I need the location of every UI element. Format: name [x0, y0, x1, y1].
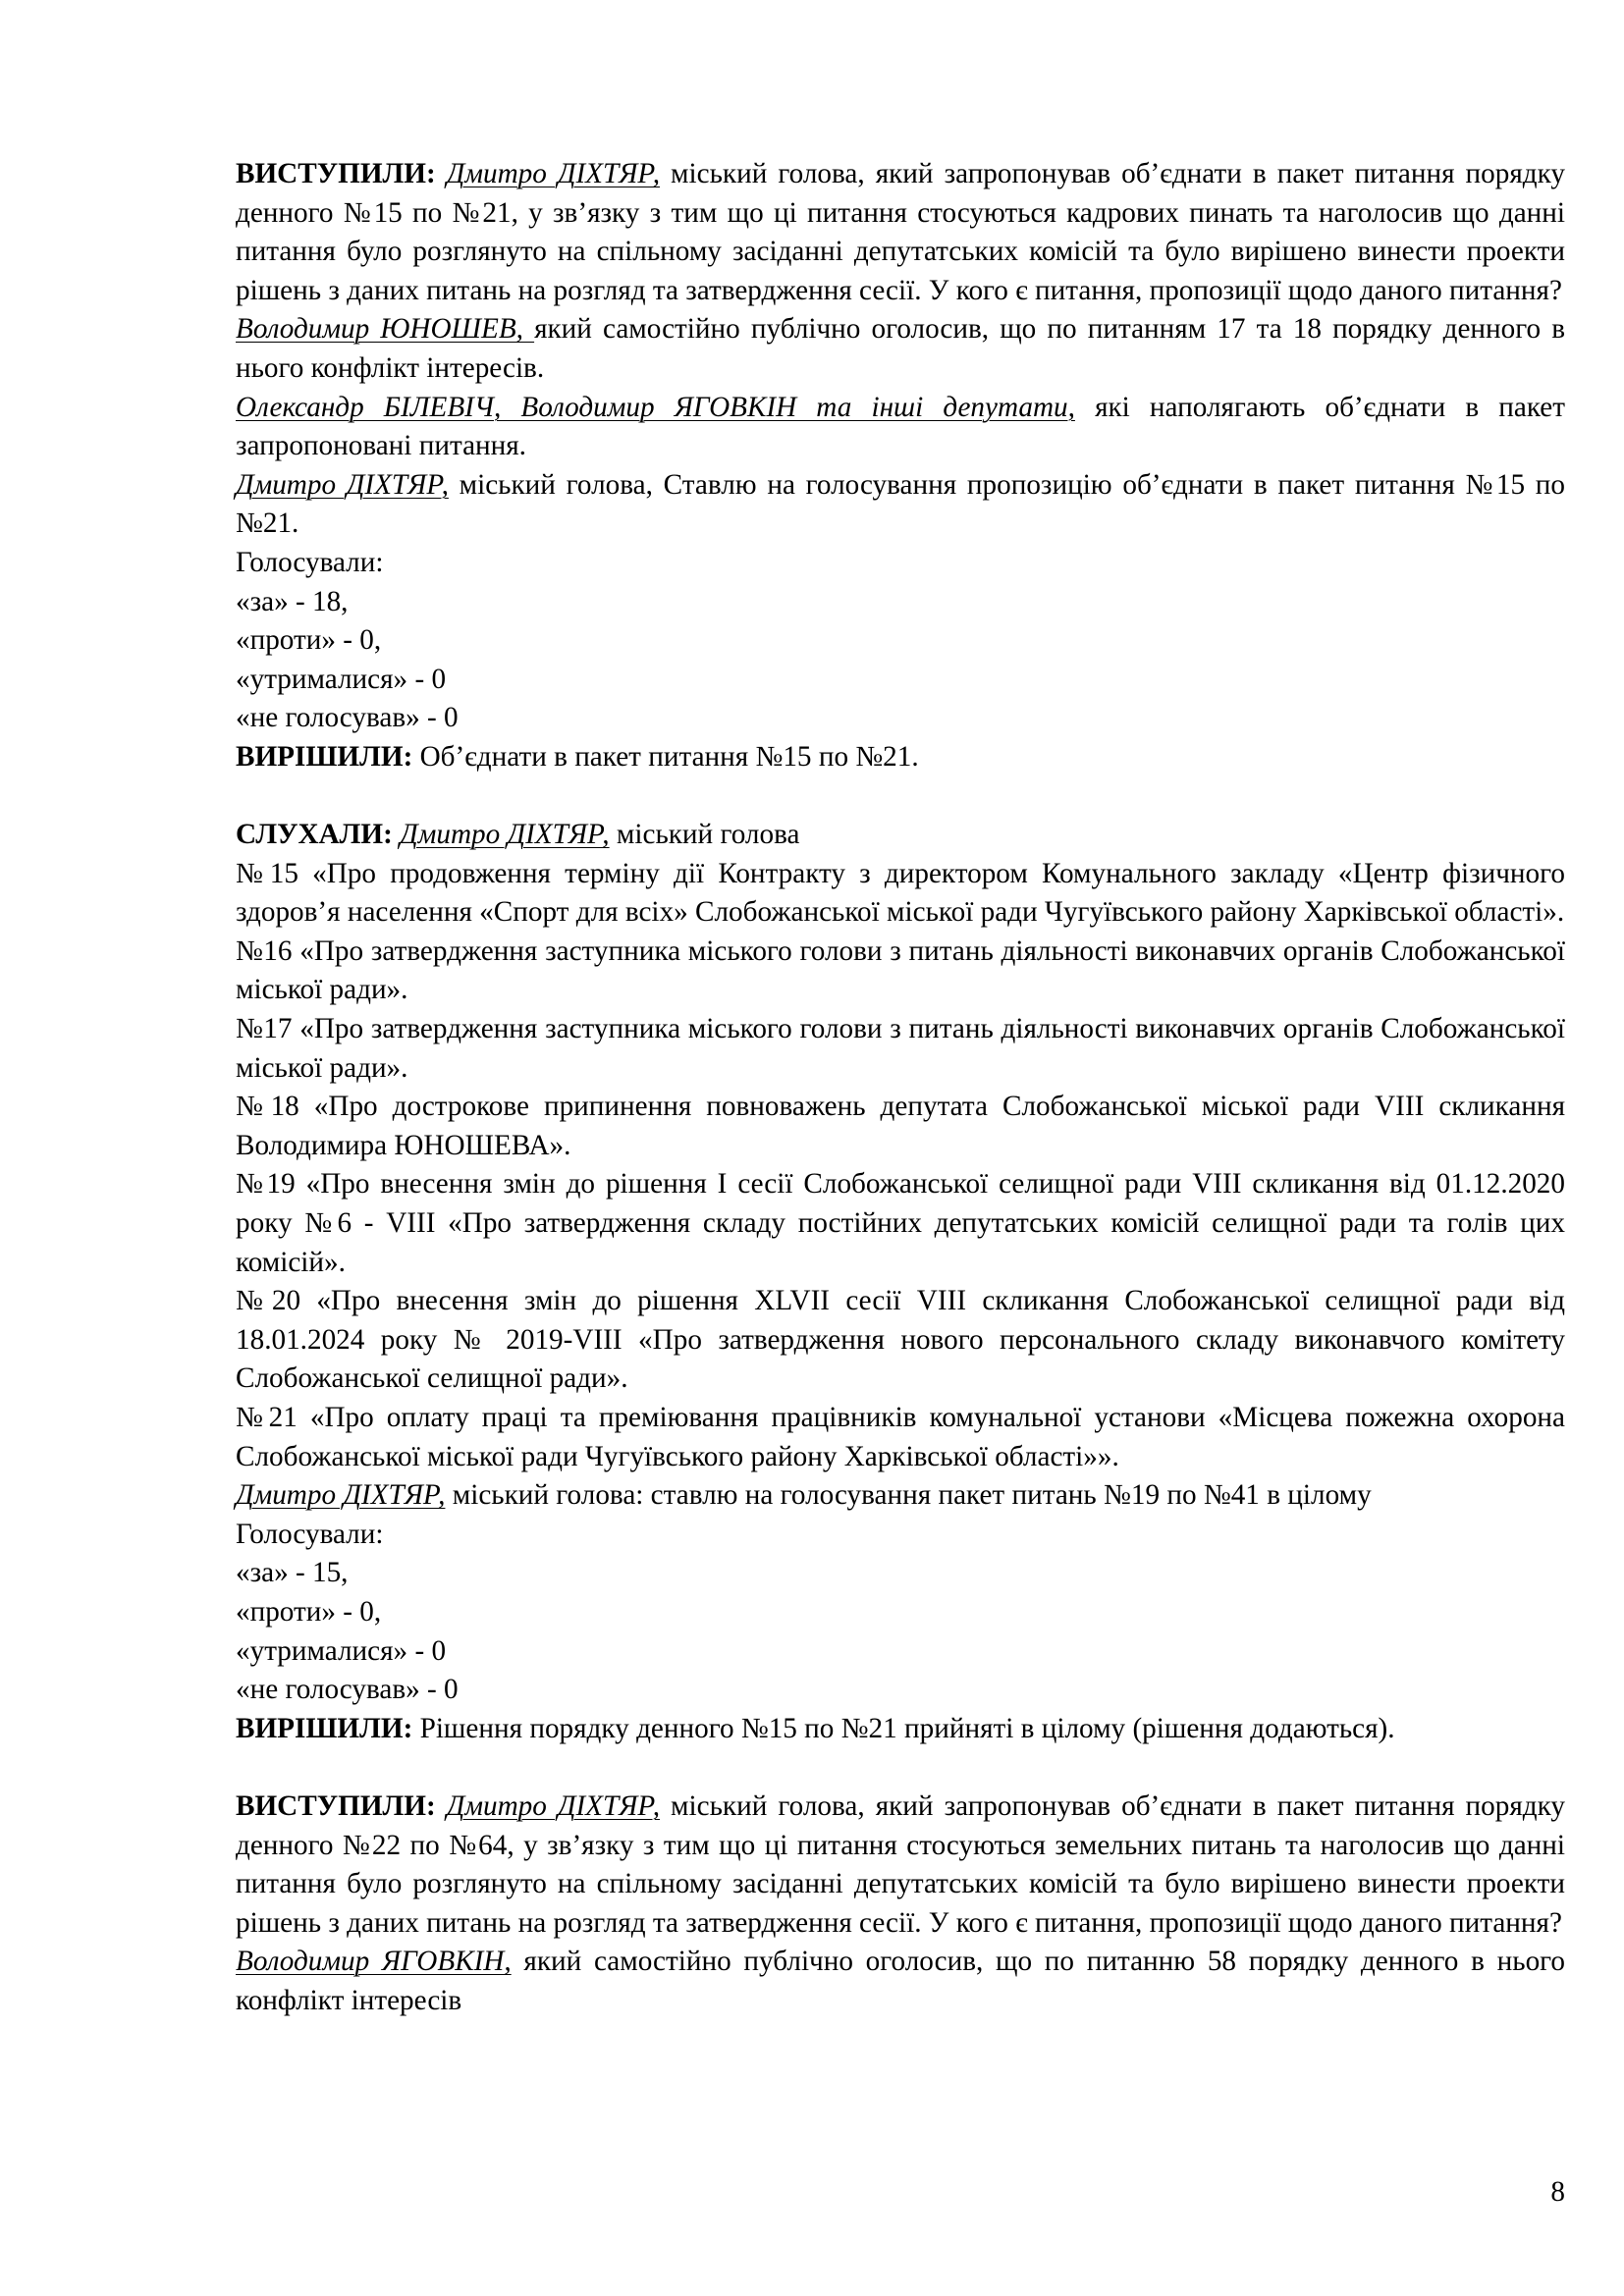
agenda-item: №17 «Про затвердження заступника міського голови з питань діяльності виконавчих органів Слобожанської міської ради». — [236, 1013, 1565, 1084]
paragraph-decision — [236, 738, 1565, 777]
speech-text: міський голова, який запропонував об’єднати в пакет питання порядку денного №22 по №64, у зв’язку з тим що ці питання стосуються земельних питань та наголосив що данні питання було розглянуто на спільному засіданні депутатських комісій та було вирішено винести проекти рішень з даних питань на розгляд та затвердження сесії. У кого є питання, пропозиції щодо даного питання? — [236, 1789, 1566, 1939]
speaker-name: Дмитро ДІХТЯР, — [446, 158, 660, 189]
label-vyrishyly: ВИРІШИЛИ: — [236, 740, 413, 773]
voting-header: Голосували: — [236, 1518, 384, 1550]
vote-against: «проти» - 0, — [236, 1595, 382, 1628]
agenda-item: №20 «Про внесення змін до рішення XLVII сесії VIII скликання Слобожанської селищної ради від 18.01.2024 року № 2019-VIII «Про затвердження нового персонального складу виконавчого комітету Слобожанської селищної ради». — [236, 1285, 1565, 1395]
vote-not-voted: «не голосував» - 0 — [236, 702, 459, 734]
decision-text: Об’єднати в пакет питання №15 по №21. — [412, 740, 919, 773]
decision-text: Рішення порядку денного №15 по №21 прийняті в цілому (рішення додаються). — [412, 1712, 1395, 1744]
vote-for: «за» - 15, — [236, 1557, 349, 1589]
paragraph-decision — [236, 1710, 1565, 1749]
label-vyrishyly: ВИРІШИЛИ: — [236, 1712, 413, 1744]
speaker-name: Володимир ЯГОВКІН, — [236, 1946, 512, 1978]
paragraph-conflict — [236, 1943, 1565, 2020]
agenda-item: №19 «Про внесення змін до рішення І сесії Слобожанської селищної ради VIII скликання від 01.12.2020 року №6 - VIII «Про затвердження складу постійних депутатських комісій селищної ради та голів цих комісій». — [236, 1168, 1565, 1278]
blank-line — [236, 1748, 1565, 1788]
speaker-name: Дмитро ДІХТЯР, — [400, 819, 610, 851]
paragraph-deputies — [236, 389, 1565, 466]
vote-for: «за» - 18, — [236, 585, 349, 617]
vote-against: «проти» - 0, — [236, 624, 382, 657]
paragraph-heard — [236, 816, 1565, 855]
agenda-item: №21 «Про оплату праці та преміювання працівників комунальної установи «Місцева пожежна охорона Слобожанської міської ради Чугуївського району Харківської області»». — [236, 1402, 1565, 1472]
label-slukhaly: СЛУХАЛИ: — [236, 819, 393, 851]
speech-text: які наполягають об’єднати в пакет запропоновані питання. — [236, 391, 1565, 462]
speech-text: який самостійно публічно оголосив, що по питанням 17 та 18 порядку денного в нього конфлікт інтересів. — [236, 313, 1565, 384]
speaker-name: Дмитро ДІХТЯР, — [236, 468, 449, 501]
speech-text: міський голова: ставлю на голосування пакет питань №19 по №41 в цілому — [445, 1479, 1372, 1512]
paragraph-vote-call — [236, 1476, 1565, 1516]
blank-line — [236, 777, 1565, 817]
paragraph-conflict — [236, 310, 1565, 388]
vote-not-voted: «не голосував» - 0 — [236, 1674, 459, 1706]
agenda-item: №15 «Про продовження терміну дії Контракту з директором Комунального закладу «Центр фізичного здоров’я населення «Спорт для всіх» Слобожанської міської ради Чугуївського району Харківської області». — [236, 857, 1565, 929]
speaker-name: Володимир ЮНОШЕВ, — [236, 313, 535, 346]
speaker-name: Дмитро ДІХТЯР, — [446, 1789, 660, 1822]
paragraph-speech — [236, 1788, 1565, 1943]
paragraph-speech — [236, 155, 1565, 310]
page-number: 8 — [1550, 2176, 1565, 2208]
label-vystupyly: ВИСТУПИЛИ: — [236, 1789, 436, 1822]
label-vystupyly: ВИСТУПИЛИ: — [236, 158, 436, 189]
speaker-name: Олександр БІЛЕВІЧ, Володимир ЯГОВКІН та інші депутати, — [236, 391, 1075, 423]
speech-text: міський голова, Ставлю на голосування пропозицію об’єднати в пакет питання №15 по №21. — [236, 468, 1566, 540]
speaker-name: Дмитро ДІХТЯР, — [236, 1479, 446, 1512]
speech-text: який самостійно публічно оголосив, що по питанню 58 порядку денного в нього конфлікт інтересів — [236, 1946, 1566, 2016]
agenda-item: №18 «Про дострокове припинення повноважень депутата Слобожанської міської ради VIII скликання Володимира ЮНОШЕВА». — [236, 1091, 1565, 1161]
vote-abstained: «утрималися» - 0 — [236, 1634, 447, 1667]
speech-text: міський голова, який запропонував об’єднати в пакет питання порядку денного №15 по №21, у зв’язку з тим що ці питання стосуються кадрових пинать та наголосив що данні питання було розглянуто на спільному засіданні депутатських комісій та було вирішено винести проекти рішень з даних питань на розгляд та затвердження сесії. У кого є питання, пропозиції щодо даного питання? — [236, 158, 1566, 306]
speech-text: міський голова — [609, 819, 800, 851]
document-body — [236, 155, 1565, 2021]
agenda-item: №16 «Про затвердження заступника міського голови з питань діяльності виконавчих органів Слобожанської міської ради». — [236, 934, 1565, 1006]
paragraph-vote-call — [236, 466, 1565, 544]
voting-header: Голосували: — [236, 546, 384, 578]
vote-abstained: «утрималися» - 0 — [236, 663, 447, 695]
